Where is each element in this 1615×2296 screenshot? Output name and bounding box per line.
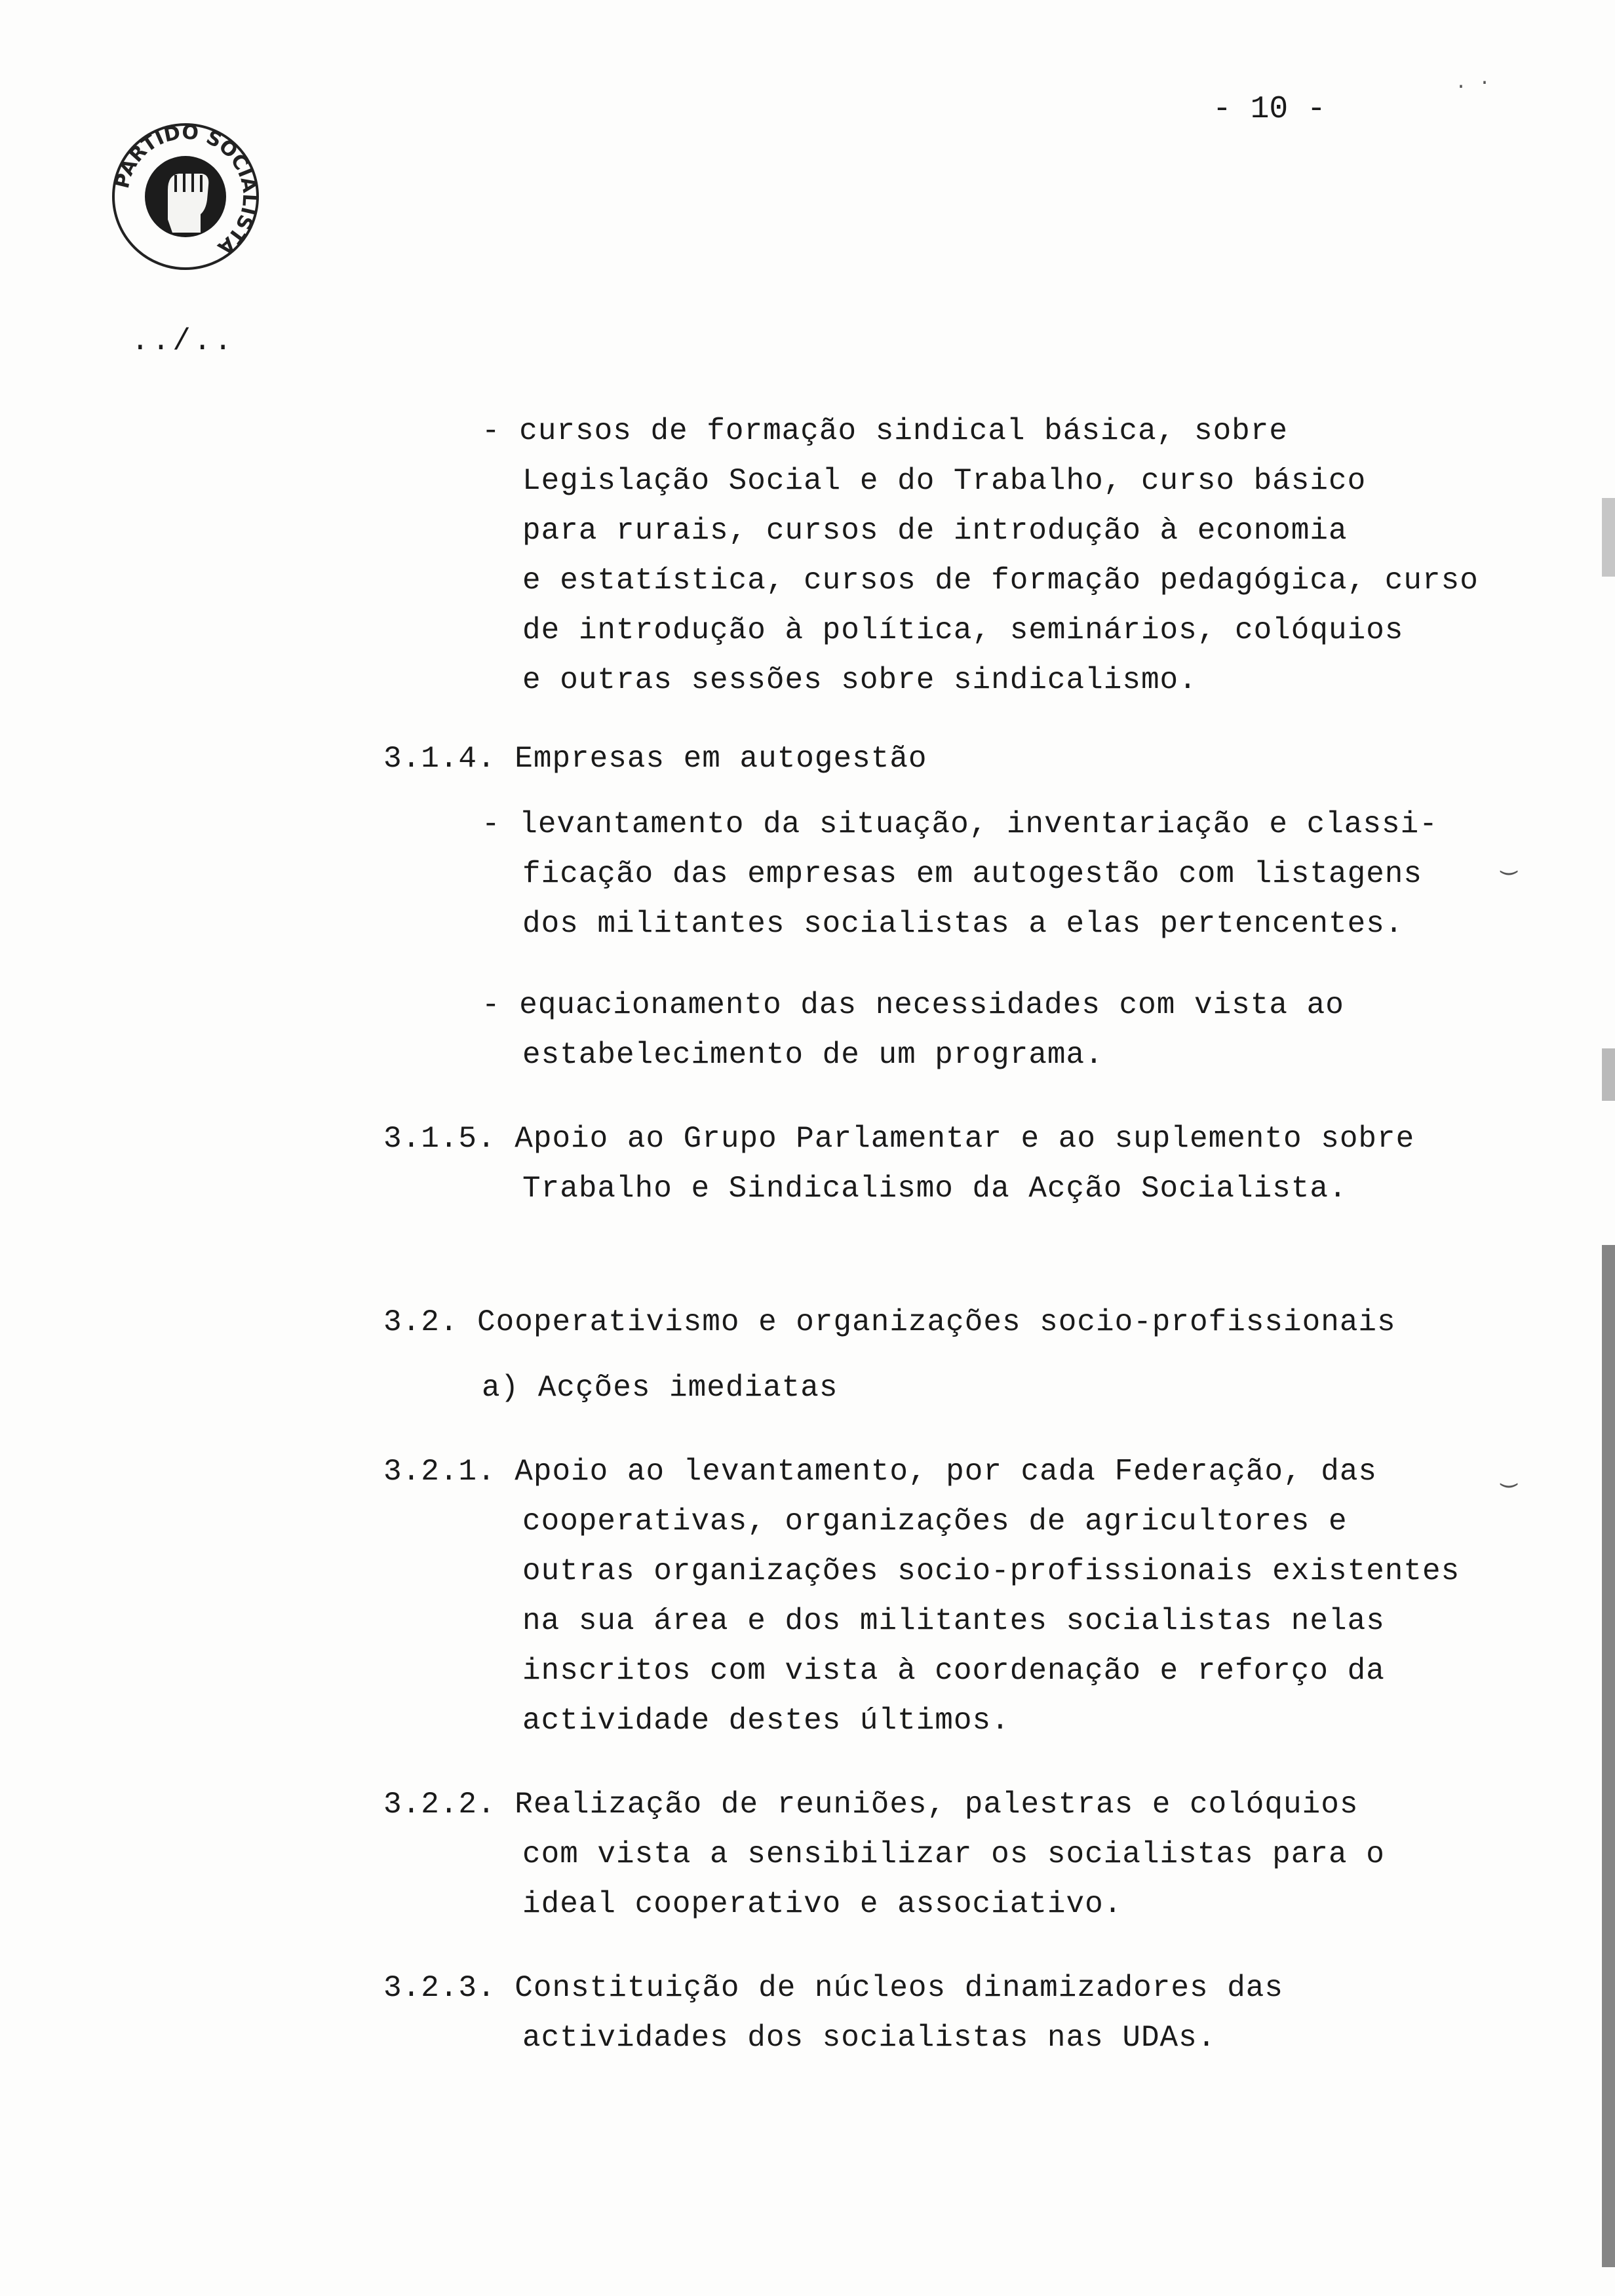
- text-line: e estatística, cursos de formação pedagógica, curso: [522, 564, 1479, 598]
- text-line: estabelecimento de um programa.: [522, 1038, 1104, 1072]
- scan-edge-shadow: [1602, 498, 1615, 577]
- text-line: actividade destes últimos.: [522, 1704, 1010, 1738]
- section-heading: 3.2.2. Realização de reuniões, palestras e colóquios: [383, 1788, 1359, 1822]
- text-line: para rurais, cursos de introdução à economia: [522, 514, 1348, 548]
- scan-edge-shadow: [1602, 1245, 1615, 2267]
- party-logo: [110, 121, 261, 272]
- text-line: outras organizações socio-profissionais existentes: [522, 1554, 1460, 1588]
- scan-mark: ‿: [1501, 848, 1517, 877]
- section-heading: 3.2. Cooperativismo e organizações socio-profissionais: [383, 1305, 1396, 1339]
- text-line: - cursos de formação sindical básica, sobre: [482, 414, 1288, 448]
- text-line: e outras sessões sobre sindicalismo.: [522, 663, 1197, 697]
- text-line: ficação das empresas em autogestão com listagens: [522, 857, 1423, 891]
- text-line: na sua área e dos militantes socialistas nelas: [522, 1604, 1385, 1638]
- page-number: - 10 -: [1213, 92, 1326, 127]
- text-line: Trabalho e Sindicalismo da Acção Socialista.: [522, 1172, 1348, 1206]
- text-line: cooperativas, organizações de agricultores e: [522, 1504, 1348, 1539]
- text-line: de introdução à política, seminários, colóquios: [522, 613, 1404, 647]
- scan-edge-shadow: [1602, 1048, 1615, 1101]
- text-line: - levantamento da situação, inventariação e classi-: [482, 807, 1438, 841]
- scan-speck: . ·: [1455, 72, 1491, 94]
- text-line: - equacionamento das necessidades com vista ao: [482, 988, 1344, 1022]
- section-heading: 3.1.4. Empresas em autogestão: [383, 742, 927, 776]
- continuation-mark: ../..: [131, 324, 235, 358]
- text-line: ideal cooperativo e associativo.: [522, 1887, 1123, 1921]
- section-heading: 3.2.1. Apoio ao levantamento, por cada Federação, das: [383, 1455, 1378, 1489]
- section-heading: 3.1.5. Apoio ao Grupo Parlamentar e ao suplemento sobre: [383, 1122, 1415, 1156]
- logo-ring-text: PARTIDO SOCIALISTA: [110, 121, 261, 259]
- text-line: dos militantes socialistas a elas pertencentes.: [522, 907, 1404, 941]
- scan-mark: ‿: [1501, 1461, 1517, 1490]
- section-heading: 3.2.3. Constituição de núcleos dinamizadores das: [383, 1971, 1284, 2005]
- text-line: com vista a sensibilizar os socialistas para o: [522, 1837, 1385, 1871]
- subsection-heading: a) Acções imediatas: [482, 1371, 838, 1405]
- text-line: inscritos com vista à coordenação e reforço da: [522, 1654, 1385, 1688]
- text-line: actividades dos socialistas nas UDAs.: [522, 2021, 1216, 2055]
- text-line: Legislação Social e do Trabalho, curso básico: [522, 464, 1367, 498]
